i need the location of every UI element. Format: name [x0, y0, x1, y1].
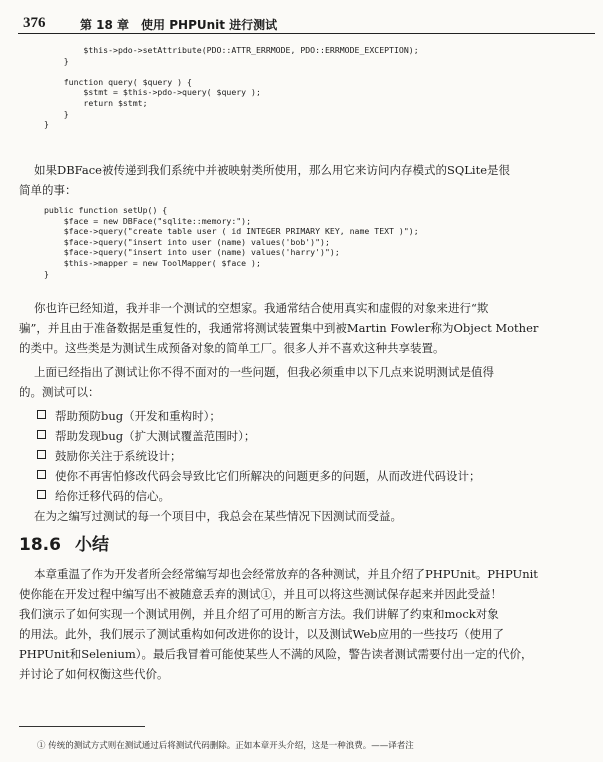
header-rule: [18, 33, 595, 34]
footnote: ① 传统的测试方式则在测试通过后将测试代码删除。正如本章开头介绍，这是一种浪费。——译者注: [37, 741, 414, 751]
list-item: 鼓励你关注于系统设计；: [37, 446, 481, 466]
code-line: public function setUp() {: [44, 205, 168, 215]
footnote-rule: [19, 726, 145, 727]
checkbox-icon: [37, 450, 46, 459]
code-line: $this->pdo->setAttribute(PDO::ATTR_ERRMODE, PDO::ERRMODE_EXCEPTION);: [44, 45, 419, 55]
para-line: 简单的事：: [19, 183, 77, 197]
checkbox-icon: [37, 430, 46, 439]
code-line: function query( $query ) {: [44, 76, 192, 87]
paragraph: [19, 564, 538, 684]
code-line: }: [44, 108, 69, 119]
para-line: 上面已经指出了测试让你不得不面对的一些问题，但我必须重申以下几点来说明测试是值得: [34, 365, 494, 379]
section-heading: [19, 530, 109, 555]
page-number: 376: [23, 15, 46, 31]
code-line: $face->query("insert into user (name) values('bob')");: [44, 236, 330, 247]
code-line: }: [44, 268, 49, 279]
para-line: PHPUnit和Selenium）。最后我冒着可能使某些人不满的风险，警告读者测试需要付出一定的代价，: [19, 647, 533, 661]
para-line: 本章重温了作为开发者所会经常编写却也会经常放弃的各种测试，并且介绍了PHPUnit。PHPUnit: [34, 567, 538, 581]
bullet-list: [37, 406, 481, 506]
list-item: 帮助发现bug（扩大测试覆盖范围时）；: [37, 426, 481, 446]
code-line: $face = new DBFace("sqlite::memory:");: [44, 215, 252, 226]
code-line: return $stmt;: [44, 97, 148, 108]
paragraph: [19, 362, 494, 402]
para-line: 你也许已经知道，我并非一个测试的空想家。我通常结合使用真实和虚假的对象来进行“欺: [34, 301, 489, 315]
code-line: }: [44, 119, 49, 130]
checkbox-icon: [37, 410, 46, 419]
para-line: 的类中。这些类是为测试生成预备对象的简单工厂。很多人并不喜欢这种共享装置。: [19, 341, 445, 355]
checkbox-icon: [37, 470, 46, 479]
checkbox-icon: [37, 490, 46, 499]
section-number: 18.6: [19, 535, 61, 555]
para-line: 在为之编写过测试的每一个项目中，我总会在某些情况下因测试而受益。: [34, 509, 402, 523]
code-line: $face->query("create table user ( id INTEGER PRIMARY KEY, name TEXT )");: [44, 226, 419, 237]
paragraph: [19, 506, 402, 526]
list-item: 使你不再害怕修改代码会导致比它们所解决的问题更多的问题，从而改进代码设计；: [37, 466, 481, 486]
code-line: $face->query("insert into user (name) values('harry')");: [44, 247, 340, 258]
para-line: 使你能在开发过程中编写出不被随意丢弃的测试①，并且可以将这些测试保存起来并因此受益！: [19, 587, 502, 601]
para-line: 的。测试可以：: [19, 385, 100, 399]
section-title: 小结: [74, 535, 109, 555]
para-line: 骗”，并且由于准备数据是重复性的，我通常将测试装置集中到被Martin Fowler称为Object Mother: [19, 321, 539, 335]
code-line: $this->mapper = new ToolMapper( $face );: [44, 257, 261, 268]
para-line: 并讨论了如何权衡这些代价。: [19, 667, 169, 681]
para-line: 如果DBFace被传递到我们系统中并被映射类所使用，那么用它来访问内存模式的SQLite是很: [34, 163, 511, 177]
code-line: }: [44, 55, 69, 66]
para-line: 我们演示了如何实现一个测试用例，并且介绍了可用的断言方法。我们讲解了约束和mock对象: [19, 607, 499, 621]
para-line: 的用法。此外，我们展示了测试重构如何改进你的设计，以及测试Web应用的一些技巧（使用了: [19, 627, 505, 641]
list-item: 帮助预防bug（开发和重构时）；: [37, 406, 481, 426]
page-header: [23, 15, 595, 35]
list-item: 给你迁移代码的信心。: [37, 486, 481, 506]
paragraph: [19, 160, 510, 200]
code-line: $stmt = $this->pdo->query( $query );: [44, 87, 261, 98]
code-block-1: [44, 45, 419, 130]
code-block-2: [44, 205, 419, 279]
running-head: 第 18 章 使用 PHPUnit 进行测试: [80, 18, 278, 32]
paragraph: [19, 298, 538, 358]
